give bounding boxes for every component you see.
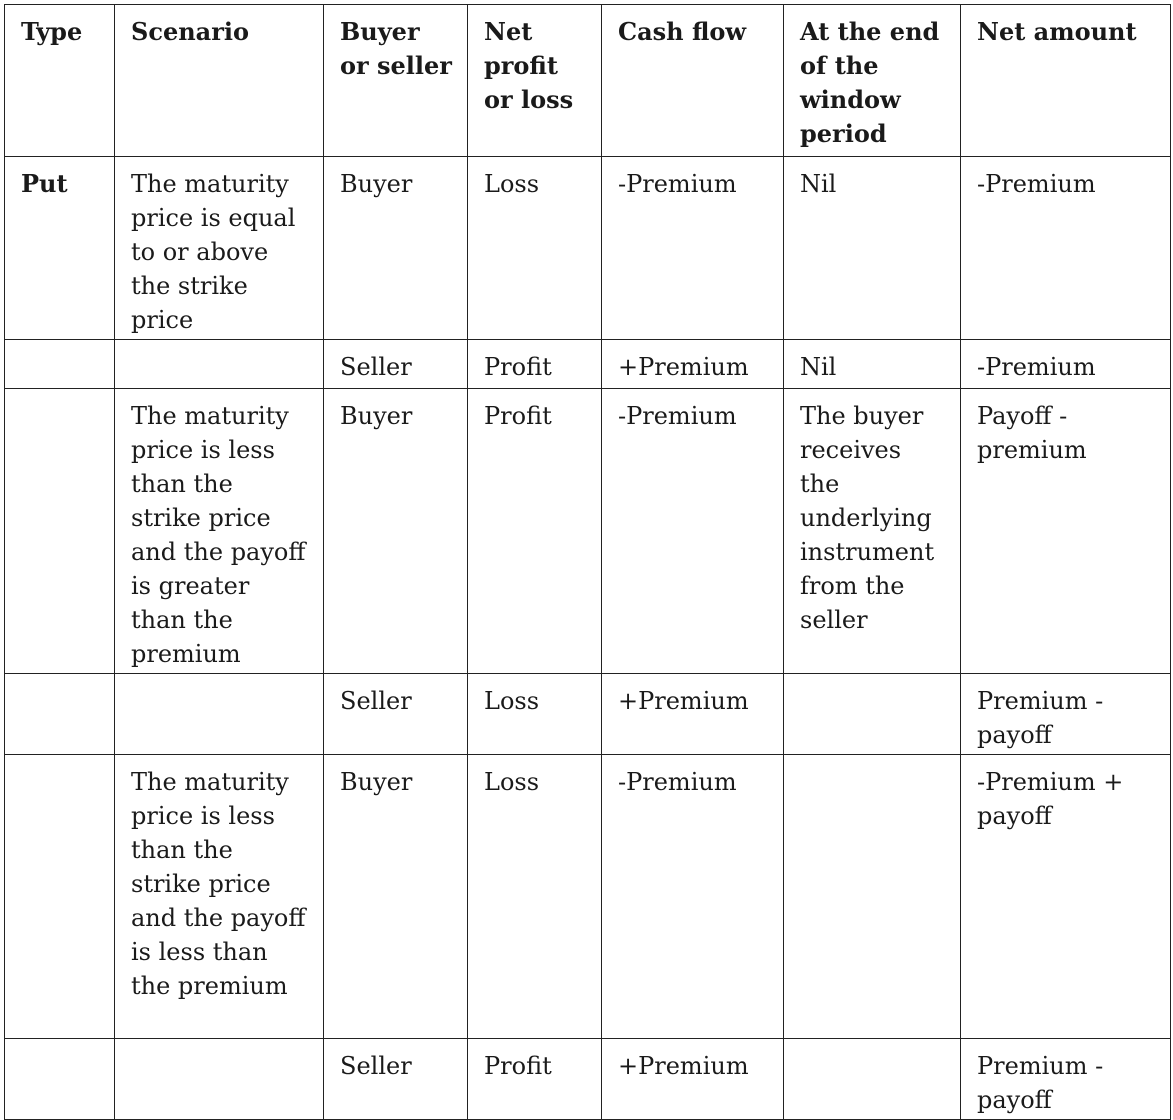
type-cell [5,674,115,755]
scenario-cell [115,1039,324,1120]
scenario-cell [115,340,324,389]
type-cell [5,340,115,389]
table-row [5,157,1171,340]
cash-flow-cell: -Premium [602,755,784,1039]
party-cell: Buyer [324,157,468,340]
end-of-window-cell: Nil [784,157,961,340]
header-end-of-window: At the end of the window period [784,5,961,157]
net-amount-cell: Payoff - premium [961,389,1171,674]
result-cell: Loss [468,157,602,340]
header-row [5,5,1171,157]
net-amount-cell: Premium - payoff [961,674,1171,755]
party-cell: Seller [324,674,468,755]
net-amount-cell: -Premium [961,157,1171,340]
header-buyer-or-seller: Buyer or seller [324,5,468,157]
put-options-table [4,4,1171,1120]
result-cell: Loss [468,674,602,755]
result-cell: Profit [468,340,602,389]
table-row [5,755,1171,1039]
type-cell [5,755,115,1039]
end-of-window-cell [784,674,961,755]
header-type: Type [5,5,115,157]
scenario-cell: The maturity price is less than the strike price and the payoff is greater than the premium [115,389,324,674]
cash-flow-cell: +Premium [602,340,784,389]
end-of-window-cell: The buyer receives the underlying instrument from the seller [784,389,961,674]
party-cell: Buyer [324,755,468,1039]
cash-flow-cell: +Premium [602,1039,784,1120]
type-cell [5,389,115,674]
header-net-amount: Net amount [961,5,1171,157]
net-amount-cell: Premium - payoff [961,1039,1171,1120]
party-cell: Seller [324,1039,468,1120]
cash-flow-cell: -Premium [602,389,784,674]
type-cell [5,1039,115,1120]
end-of-window-cell: Nil [784,340,961,389]
header-scenario: Scenario [115,5,324,157]
scenario-cell: The maturity price is less than the strike price and the payoff is less than the premium [115,755,324,1039]
table-row [5,1039,1171,1120]
type-cell: Put [5,157,115,340]
cash-flow-cell: +Premium [602,674,784,755]
scenario-cell: The maturity price is equal to or above the strike price [115,157,324,340]
cash-flow-cell: -Premium [602,157,784,340]
result-cell: Loss [468,755,602,1039]
net-amount-cell: -Premium + payoff [961,755,1171,1039]
table-row [5,674,1171,755]
party-cell: Buyer [324,389,468,674]
result-cell: Profit [468,1039,602,1120]
net-amount-cell: -Premium [961,340,1171,389]
table-row [5,340,1171,389]
scenario-cell [115,674,324,755]
header-net-profit-or-loss: Net profit or loss [468,5,602,157]
table-row [5,389,1171,674]
end-of-window-cell [784,755,961,1039]
party-cell: Seller [324,340,468,389]
result-cell: Profit [468,389,602,674]
end-of-window-cell [784,1039,961,1120]
header-cash-flow: Cash flow [602,5,784,157]
